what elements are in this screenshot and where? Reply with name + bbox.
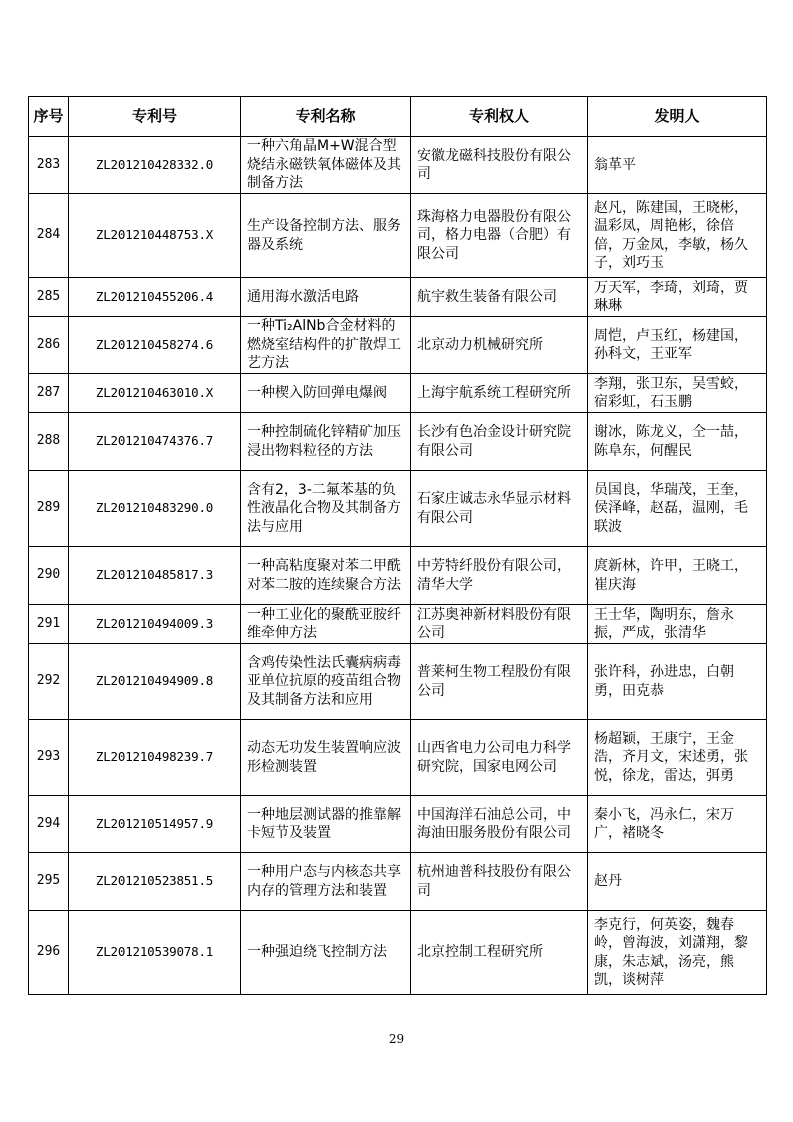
cell-inventors: 万天军，李琦，刘琦，贾琳琳 xyxy=(588,278,767,317)
cell-inventors: 谢冰，陈龙义，仝一喆，陈阜东，何醒民 xyxy=(588,413,767,471)
cell-index: 296 xyxy=(29,911,69,995)
cell-owner: 杭州迪普科技股份有限公司 xyxy=(411,853,588,911)
table-row xyxy=(29,720,767,796)
table-row xyxy=(29,194,767,278)
table-row xyxy=(29,471,767,547)
cell-index: 284 xyxy=(29,194,69,278)
header-owner: 专利权人 xyxy=(411,97,588,137)
cell-patent-no: ZL201210474376.7 xyxy=(69,413,241,471)
table-row xyxy=(29,137,767,194)
cell-owner: 上海宇航系统工程研究所 xyxy=(411,374,588,413)
cell-index: 287 xyxy=(29,374,69,413)
table-body xyxy=(29,137,767,995)
cell-index: 292 xyxy=(29,644,69,720)
cell-index: 290 xyxy=(29,547,69,605)
cell-patent-no: ZL201210485817.3 xyxy=(69,547,241,605)
table-row xyxy=(29,605,767,644)
cell-patent-name: 一种工业化的聚酰亚胺纤维牵伸方法 xyxy=(241,605,411,644)
cell-owner: 珠海格力电器股份有限公司，格力电器（合肥）有限公司 xyxy=(411,194,588,278)
table-row xyxy=(29,644,767,720)
cell-patent-name: 一种控制硫化锌精矿加压浸出物料粒径的方法 xyxy=(241,413,411,471)
table-row xyxy=(29,374,767,413)
cell-index: 283 xyxy=(29,137,69,194)
cell-owner: 中国海洋石油总公司，中海油田服务股份有限公司 xyxy=(411,796,588,853)
cell-inventors: 庹新林，许甲，王晓工，崔庆海 xyxy=(588,547,767,605)
cell-owner: 山西省电力公司电力科学研究院，国家电网公司 xyxy=(411,720,588,796)
cell-patent-name: 一种用户态与内核态共享内存的管理方法和装置 xyxy=(241,853,411,911)
cell-patent-name: 通用海水激活电路 xyxy=(241,278,411,317)
cell-owner: 航宇救生装备有限公司 xyxy=(411,278,588,317)
cell-owner: 北京控制工程研究所 xyxy=(411,911,588,995)
cell-inventors: 秦小飞，冯永仁，宋万广，褚晓冬 xyxy=(588,796,767,853)
cell-index: 286 xyxy=(29,317,69,374)
cell-patent-no: ZL201210483290.0 xyxy=(69,471,241,547)
cell-index: 294 xyxy=(29,796,69,853)
cell-patent-name: 一种地层测试器的推靠解卡短节及装置 xyxy=(241,796,411,853)
cell-inventors: 杨超颖，王康宁，王金浩，齐月文，宋述勇，张悦，徐龙，雷达，弭勇 xyxy=(588,720,767,796)
cell-patent-name: 一种Ti₂AlNb合金材料的燃烧室结构件的扩散焊工艺方法 xyxy=(241,317,411,374)
cell-inventors: 翁革平 xyxy=(588,137,767,194)
cell-patent-no: ZL201210498239.7 xyxy=(69,720,241,796)
cell-owner: 中芳特纤股份有限公司，清华大学 xyxy=(411,547,588,605)
table-row xyxy=(29,796,767,853)
cell-inventors: 李克行，何英姿，魏春岭，曾海波，刘潇翔，黎康，朱志斌，汤亮，熊凯，谈树萍 xyxy=(588,911,767,995)
cell-index: 289 xyxy=(29,471,69,547)
cell-owner: 石家庄诚志永华显示材料有限公司 xyxy=(411,471,588,547)
cell-inventors: 赵凡，陈建国，王晓彬，温彩凤，周艳彬，徐倍倍，万金凤，李敏，杨久子，刘巧玉 xyxy=(588,194,767,278)
cell-inventors: 员国良，华瑞茂，王奎，侯泽峰，赵磊，温刚，毛联波 xyxy=(588,471,767,547)
cell-owner: 北京动力机械研究所 xyxy=(411,317,588,374)
cell-patent-name: 一种高粘度聚对苯二甲酰对苯二胺的连续聚合方法 xyxy=(241,547,411,605)
cell-index: 291 xyxy=(29,605,69,644)
cell-patent-no: ZL201210494009.3 xyxy=(69,605,241,644)
cell-patent-no: ZL201210428332.0 xyxy=(69,137,241,194)
cell-patent-no: ZL201210458274.6 xyxy=(69,317,241,374)
cell-inventors: 张许科，孙进忠，白朝勇，田克恭 xyxy=(588,644,767,720)
cell-owner: 江苏奥神新材料股份有限公司 xyxy=(411,605,588,644)
cell-patent-no: ZL201210455206.4 xyxy=(69,278,241,317)
cell-patent-name: 动态无功发生装置响应波形检测装置 xyxy=(241,720,411,796)
cell-index: 288 xyxy=(29,413,69,471)
header-index: 序号 xyxy=(29,97,69,137)
cell-patent-name: 生产设备控制方法、服务器及系统 xyxy=(241,194,411,278)
cell-patent-name: 一种强迫绕飞控制方法 xyxy=(241,911,411,995)
cell-patent-name: 一种楔入防回弹电爆阀 xyxy=(241,374,411,413)
header-patent-no: 专利号 xyxy=(69,97,241,137)
header-row xyxy=(29,97,767,137)
cell-inventors: 周恺，卢玉红，杨建国，孙科文，王亚军 xyxy=(588,317,767,374)
cell-patent-no: ZL201210494909.8 xyxy=(69,644,241,720)
cell-patent-no: ZL201210539078.1 xyxy=(69,911,241,995)
header-patent-name: 专利名称 xyxy=(241,97,411,137)
cell-patent-name: 一种六角晶M+W混合型烧结永磁铁氧体磁体及其制备方法 xyxy=(241,137,411,194)
table-row xyxy=(29,547,767,605)
cell-inventors: 李翔，张卫东，吴雪蛟，宿彩虹，石玉鹏 xyxy=(588,374,767,413)
table-row xyxy=(29,413,767,471)
header-inventors: 发明人 xyxy=(588,97,767,137)
table-row xyxy=(29,911,767,995)
cell-index: 285 xyxy=(29,278,69,317)
page-number: 29 xyxy=(388,1032,405,1046)
cell-index: 295 xyxy=(29,853,69,911)
cell-owner: 安徽龙磁科技股份有限公司 xyxy=(411,137,588,194)
cell-patent-no: ZL201210523851.5 xyxy=(69,853,241,911)
table-row xyxy=(29,278,767,317)
cell-owner: 长沙有色冶金设计研究院有限公司 xyxy=(411,413,588,471)
patent-table xyxy=(28,96,767,995)
table-header xyxy=(29,97,767,137)
table-row xyxy=(29,317,767,374)
cell-patent-name: 含鸡传染性法氏囊病病毒亚单位抗原的疫苗组合物及其制备方法和应用 xyxy=(241,644,411,720)
cell-inventors: 赵丹 xyxy=(588,853,767,911)
table-row xyxy=(29,853,767,911)
cell-inventors: 王士华，陶明东，詹永振，严成，张清华 xyxy=(588,605,767,644)
cell-patent-name: 含有2，3-二氟苯基的负性液晶化合物及其制备方法与应用 xyxy=(241,471,411,547)
cell-patent-no: ZL201210463010.X xyxy=(69,374,241,413)
cell-patent-no: ZL201210448753.X xyxy=(69,194,241,278)
cell-index: 293 xyxy=(29,720,69,796)
cell-patent-no: ZL201210514957.9 xyxy=(69,796,241,853)
cell-owner: 普莱柯生物工程股份有限公司 xyxy=(411,644,588,720)
